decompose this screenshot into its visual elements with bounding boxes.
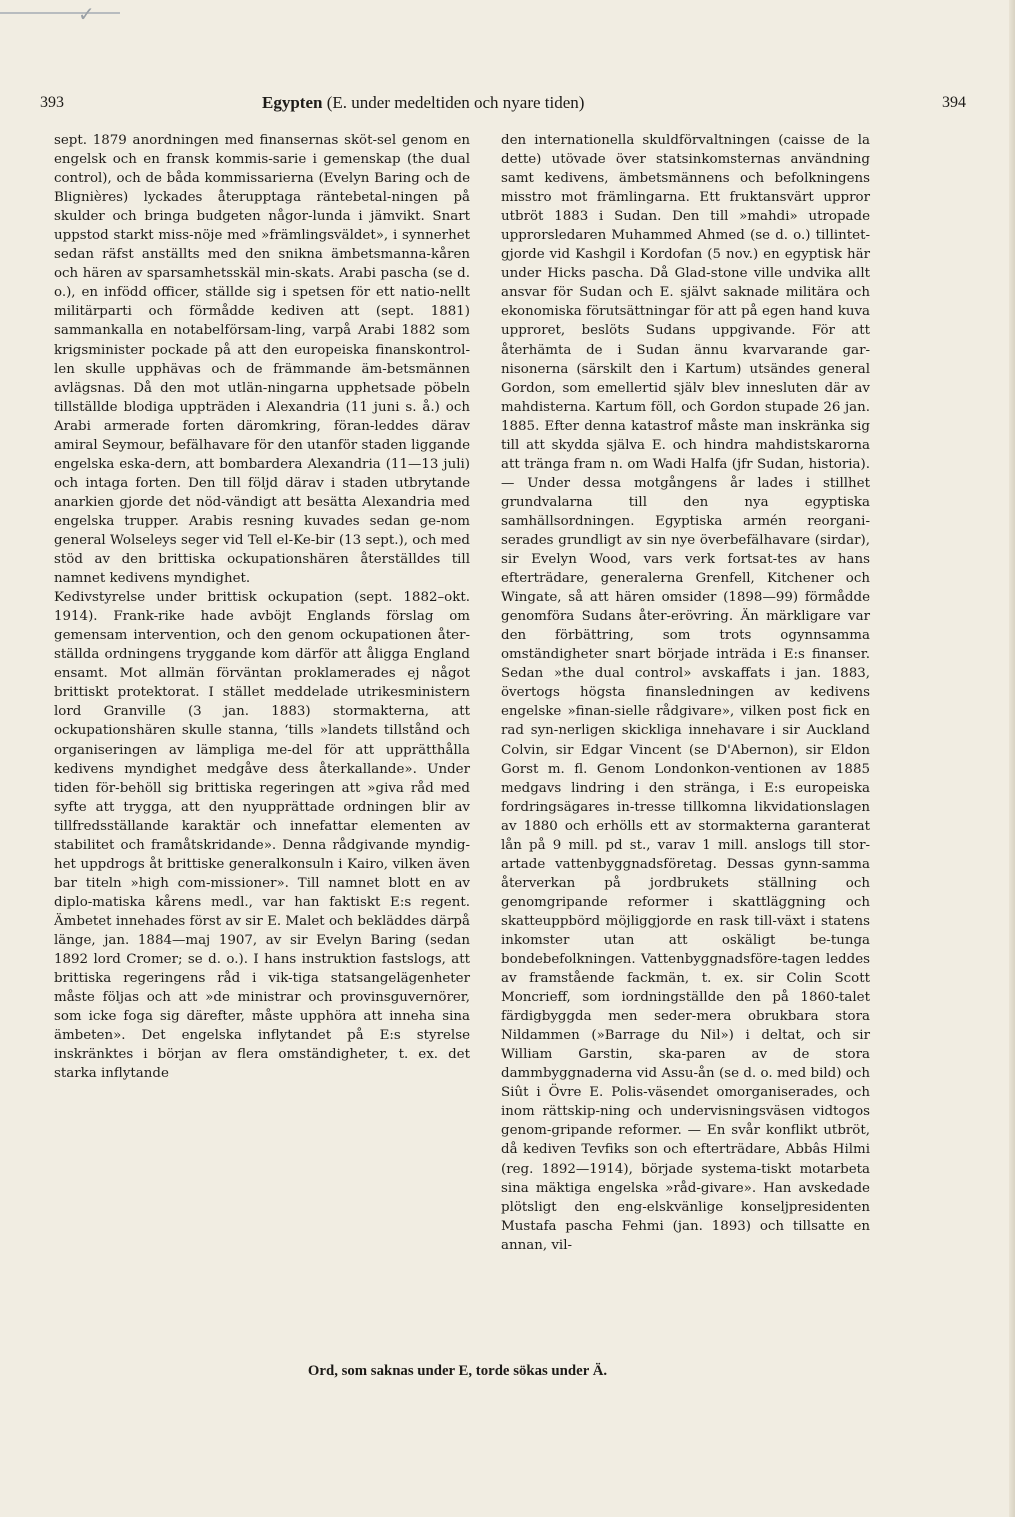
article-paragraph: Kedivstyrelse under brittisk ockupation (sept. 1882–okt. 1914). Frank-rike hade avböjt Englands förslag om gemensam intervention, och den genom ockupationen åter-ställda ordningens tryggande kom därför att åligga England ensamt. Mot allmän förväntan proklamerades ej något brittiskt protektorat. I stället meddelade utrikesministern lord Granville (3 jan. 1883) stormakterna, att ockupationshären skulle stanna, ‘tills »landets tillstånd och organiseringen av lämpliga me-del för att upprätthålla kedivens myndighet medgåve dess återkallande». Under tiden för-behöll sig brittiska regeringen att »giva råd med syfte att trygga, att den nyupprättade ordningen blir av tillfredsställande karaktär och innefattar elementen av stabilitet och framåtskridande». Denna rådgivande myndig-het uppdrogs åt brittiske generalkonsuln i Kairo, vilken även bar titeln »high com-missioner». Till namnet blott en av diplo-matiska kårens medl., var han faktiskt E:s regent. Ämbetet innehades först av sir E. Malet och bekläddes därpå länge, jan. 1884—maj 1907, av sir Evelyn Baring (sedan 1892 lord Cromer; se d. o.). I hans instruktion fastslogs, att brittiska regeringens råd i vik-tiga statsangelägenheter måste följas och att »de ministrar och provinsguvernörer, som icke foga sig därefter, måste upphöra att inneha sina ämbeten». Det engelska inflytandet på E:s styrelse inskränktes i början av flera omständigheter, t. ex. det starka inflytande: [54, 590, 470, 1082]
right-column: [501, 131, 870, 1255]
running-title-sub: (E. under medeltiden och nyare tiden): [326, 93, 585, 112]
page-header: [40, 91, 970, 115]
footer-note: [0, 1360, 1015, 1382]
page-edge-shadow: [1009, 0, 1015, 1517]
page-number-right: 394: [942, 94, 966, 111]
running-title: [262, 91, 584, 115]
running-title-main: Egypten: [262, 93, 323, 112]
page-number-left: 393: [40, 94, 64, 111]
article-paragraph: sept. 1879 anordningen med finansernas sköt-sel genom en engelsk och en fransk kommis-sarie i gemenskap (the dual control), och de båda kommissarierna (Evelyn Baring och de Blignières) lyckades återupptaga räntebetal-ningen på skulder och bringa budgeten någor-lunda i jämvikt. Snart uppstod starkt miss-nöje med »främlingsväldet», i synnerhet sedan räfst anställts med den snikna ämbetsmanna-kåren och hären av sparsamhetsskäl min-skats. Arabi pascha (se d. o.), en infödd officer, ställde sig i spetsen för ett natio-nellt militärparti och förmådde kediven att (sept. 1881) sammankalla en notabelförsam-ling, varpå Arabi 1882 som krigsminister pockade på att den europeiska finanskontrol-len skulle upphävas och de främmande äm-betsmännen avlägsnas. Då den mot utlän-ningarna upphetsade pöbeln tillställde blodiga uppträden i Alexandria (11 juni s. å.) och Arabi armerade forten däromkring, föran-leddes därav amiral Seymour, befälhavare för den utanför staden liggande engelska eska-dern, att bombardera Alexandria (11—13 juli) och intaga forten. Den till följd därav i staden utbrytande anarkien gjorde det nöd-vändigt att besätta Alexandria med engelska trupper. Arabis resning kuvades sedan ge-nom general Wolseleys seger vid Tell el-Ke-bir (13 sept.), och med stöd av den brittiska ockupationshären återställdes till namnet kedivens myndighet.: [54, 133, 470, 587]
left-column: [54, 131, 470, 1083]
pencil-mark-icon: ✓: [78, 4, 95, 26]
footer-text: Ord, som saknas under E, torde sökas under Ä.: [307, 1363, 608, 1379]
article-paragraph: den internationella skuldförvaltningen (caisse de la dette) utövade över statsinkomsternas användning samt kedivens, ämbetsmännens och befolkningens misstro mot främlingarna. Ett fruktansvärt uppror utbröt 1883 i Sudan. Den till »mahdi» utropade upprorsledaren Muhammed Ahmed (se d. o.) tillintet-gjorde vid Kashgil i Kordofan (5 nov.) en egyptisk här under Hicks pascha. Då Glad-stone ville undvika allt ansvar för Sudan och E. självt saknade militära och ekonomiska förutsättningar för att på egen hand kuva upproret, beslöts Sudans uppgivande. För att återhämta de i Sudan ännu kvarvarande gar-nisonerna (särskilt den i Kartum) utsändes general Gordon, som emellertid själv blev innesluten där av mahdisterna. Kartum föll, och Gordon stupade 26 jan. 1885. Efter denna katastrof måste man inskränka sig till att skydda själva E. och hindra mahdistskarorna att tränga fram n. om Wadi Halfa (jfr Sudan, historia). — Under dessa motgångens år lades i stillhet grundvalarna till den nya egyptiska samhällsordningen. Egyptiska armén reorgani-serades grundligt av sin nye överbefälhavare (sirdar), sir Evelyn Wood, vars verk fortsat-tes av hans efterträdare, generalerna Grenfell, Kitchener och Wingate, så att hären omsider (1898—99) förmådde genomföra Sudans åter-erövring. Än märkligare var den förbättring, som trots ogynnsamma omständigheter snart började inträda i E:s finanser. Sedan »the dual control» avskaffats i jan. 1883, övertogs högsta finansledningen av kedivens engelske »finan-sielle rådgivare», vilken post fick en rad syn-nerligen skickliga innehavare i sir Auckland Colvin, sir Edgar Vincent (se D'Abernon), sir Eldon Gorst m. fl. Genom Londonkon-ventionen av 1885 medgavs lindring i den stränga, i E:s europeiska fordringsägares in-tresse tillkomna likvidationslagen av 1880 och erhölls ett av stormakterna garanterat lån på 9 mill. pd st., varav 1 mill. anslogs till stor-artade vattenbyggnadsföretag. Dessas gynn-samma återverkan på jordbrukets ställning och genomgripande reformer i skattläggning och skatteuppbörd möjliggjorde en rask till-växt i statens inkomster utan att oskäligt be-tunga bondebefolkningen. Vattenbyggnadsföre-tagen leddes av framstående fackmän, t. ex. sir Colin Scott Moncrieff, som iordningställde den på 1860-talet färdigbyggda men seder-mera obrukbara stora Nildammen (»Barrage du Nil») i deltat, och sir William Garstin, ska-paren av de stora dammbyggnaderna vid Assu-ån (se d. o. med bild) och Siût i Övre E. Polis-väsendet omorganiserades, och inom rättskip-ning och undervisningsväsen vidtogos genom-gripande reformer. — En svår konflikt utbröt, då kediven Tevfiks son och efterträdare, Abbâs Hilmi (reg. 1892—1914), började systema-tiskt motarbeta sina mäktiga engelska »råd-givare». Han avskedade plötsligt den eng-elskvänlige konseljpresidenten Mustafa pascha Fehmi (jan. 1893) och tillsatte en annan, vil-: [501, 133, 870, 1253]
